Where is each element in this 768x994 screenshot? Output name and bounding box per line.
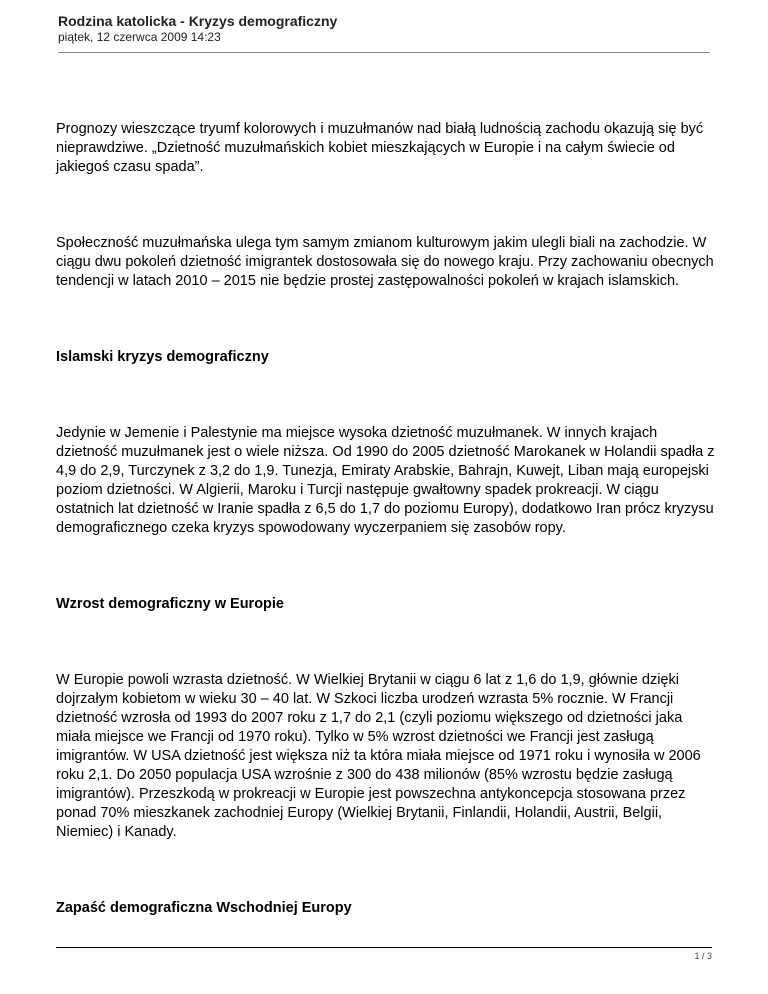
page-number: 1 / 3 <box>694 951 712 961</box>
article-body <box>56 120 716 918</box>
document-date: piątek, 12 czerwca 2009 14:23 <box>58 30 221 44</box>
section-heading-islamic-crisis: Islamski kryzys demograficzny <box>56 349 269 365</box>
paragraph-3: Jedynie w Jemenie i Palestynie ma miejsce wysoka dzietność muzułmanek. W innych krajach dzietność muzułmanek jest o wiele niższa. Od 1990 do 2005 dzietność Marokanek w Holandii spadła z 4,9 do 2,9, Turczynek z 3,2 do 1,9. Tunezja, Emiraty Arabskie, Bahrajn, Kuwejt, Liban mają europejski poziom dzietności. W Algierii, Maroku i Turcji następuje gwałtowny spadek prokreacji. W ciągu ostatnich lat dzietność w Iranie spadła z 6,5 do 1,7 do poziomu Europy), dodatkowo Iran prócz kryzysu demograficznego czeka kryzys spowodowany wyczerpaniem się zasobów ropy. <box>56 425 715 536</box>
document-title: Rodzina katolicka - Kryzys demograficzny <box>58 13 338 29</box>
page-footer <box>56 947 712 961</box>
section-heading-europe-growth: Wzrost demograficzny w Europie <box>56 596 284 612</box>
page-header <box>58 12 710 53</box>
section-heading-eastern-europe: Zapaść demograficzna Wschodniej Europy <box>56 900 352 916</box>
paragraph-2: Społeczność muzułmańska ulega tym samym zmianom kulturowym jakim ulegli biali na zachodzie. W ciągu dwu pokoleń dzietność imigrantek dostosowała się do nowego kraju. Przy zachowaniu obecnych tendencji w latach 2010 – 2015 nie będzie prostej zastępowalności pokoleń w krajach islamskich. <box>56 235 714 289</box>
paragraph-4: W Europie powoli wzrasta dzietność. W Wielkiej Brytanii w ciągu 6 lat z 1,6 do 1,9, głównie dzięki dojrzałym kobietom w wieku 30 – 40 lat. W Szkoci liczba urodzeń wzrasta 5% rocznie. W Francji dzietność wzrosła od 1993 do 2007 roku z 1,7 do 2,1 (czyli poziomu większego od dzietności jaka miała miejsce we Francji od 1970 roku). Tylko w 5% wzrost dzietności we Francji jest zasługą imigrantów. W USA dzietność jest większa niż ta która miała miejsce od 1971 roku i wynosiła w 2006 roku 2,1. Do 2050 populacja USA wzrośnie z 300 do 438 milionów (85% wzrostu będzie zasługą imigrantów). Przeszkodą w prokreacji w Europie jest powszechna antykoncepcja stosowana przez ponad 70% mieszkanek zachodniej Europy (Wielkiej Brytanii, Finlandii, Holandii, Austrii, Belgii, Niemiec) i Kanady. <box>56 672 701 840</box>
paragraph-1: Prognozy wieszczące tryumf kolorowych i muzułmanów nad białą ludnością zachodu okazują się być nieprawdziwe. „Dzietność muzułmańskich kobiet mieszkających w Europie i na całym świecie od jakiegoś czasu spada”. <box>56 121 704 175</box>
